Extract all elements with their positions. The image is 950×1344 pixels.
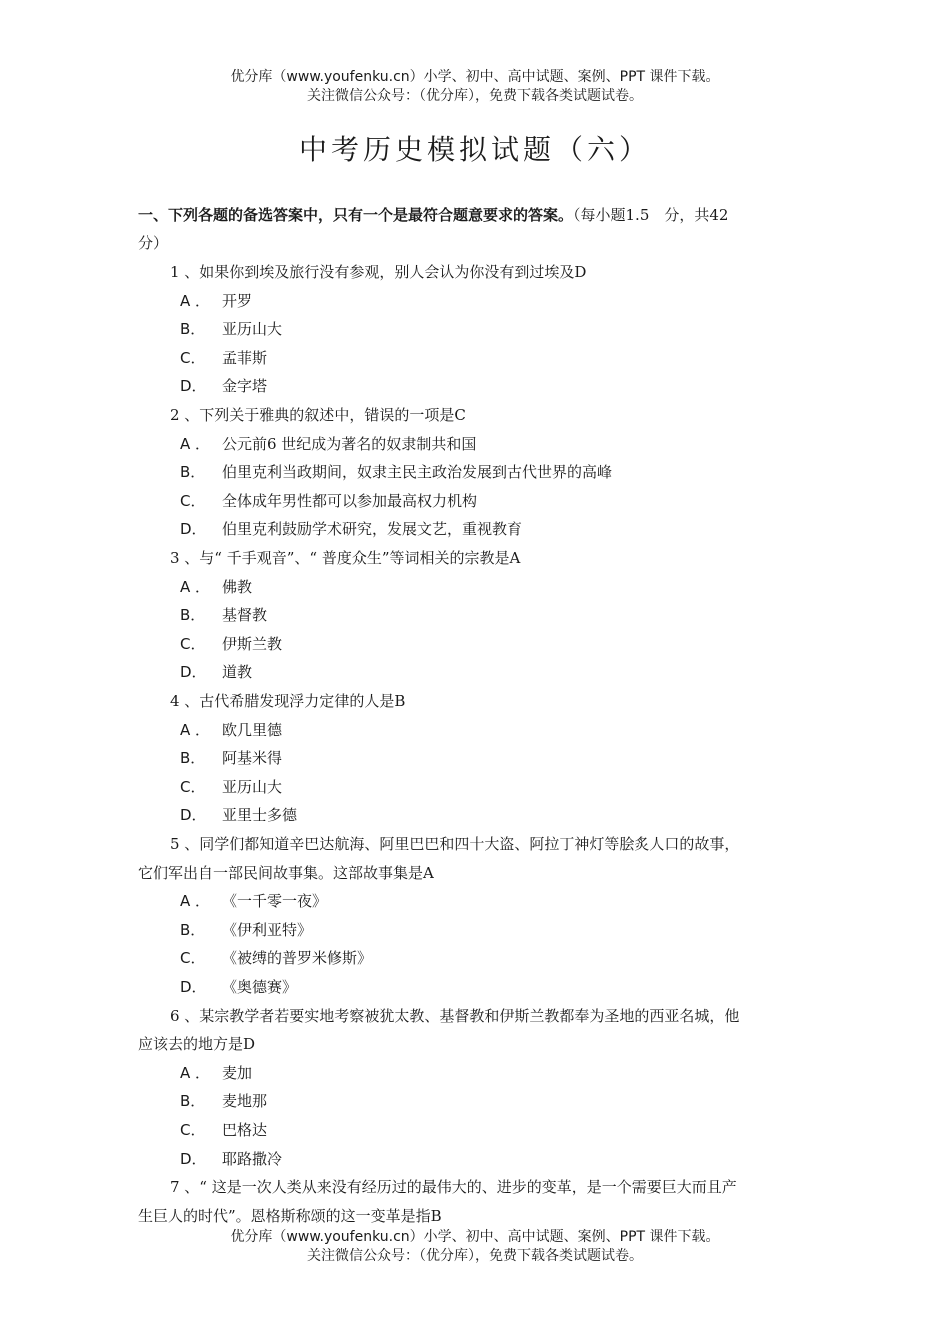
option-label: B．	[180, 463, 206, 482]
option-text: 《伊利亚特》	[222, 920, 313, 939]
option-label: D．	[180, 1149, 207, 1168]
answer-option	[180, 291, 252, 311]
option-text: 孟菲斯	[222, 348, 268, 367]
option-label: B．	[180, 1092, 206, 1111]
answer-option	[180, 634, 282, 654]
answer-option	[180, 891, 327, 911]
question-stem: 3 、与“ 千手观音”、“ 普度众生”等词相关的宗教是A	[170, 549, 521, 567]
option-text: 伯里克利鼓励学术研究，发展文艺，重视教育	[222, 520, 523, 539]
answer-option	[180, 920, 312, 940]
option-text: 巴格达	[222, 1121, 268, 1139]
question-stem: 6 、某宗教学者若要实地考察被犹太教、基督教和伊斯兰教都奉为圣地的西亚名城，他	[170, 1006, 740, 1025]
option-label: A ．	[180, 577, 211, 596]
option-label: C．	[180, 1121, 206, 1139]
answer-option	[180, 662, 252, 682]
question-stem: 7 、“ 这是一次人类从来没有经历过的最伟大的、进步的变革，是一个需要巨大而且产	[170, 1178, 737, 1197]
header-line-2: 关注微信公众号：（优分库），免费下载各类试题试卷。	[307, 88, 643, 104]
option-text: 耶路撒冷	[222, 1149, 283, 1168]
answer-option	[180, 1091, 267, 1111]
option-label: B．	[180, 749, 206, 768]
option-label: A ．	[180, 434, 211, 453]
answer-option	[180, 1120, 267, 1140]
option-text: 伯里克利当政期间，奴隶主民主政治发展到古代世界的高峰	[222, 463, 613, 482]
option-label: D．	[180, 806, 207, 825]
page-title: 中考历史模拟试题（六）	[298, 133, 651, 166]
option-text: 公元前6 世纪成为著名的奴隶制共和国	[222, 434, 477, 453]
option-label: C．	[180, 777, 206, 796]
question-stem: 2 、下列关于雅典的叙述中，错误的一项是C	[170, 406, 466, 424]
answer-option	[180, 805, 297, 825]
answer-option	[180, 348, 267, 368]
option-label: C．	[180, 949, 206, 968]
answer-option	[180, 720, 282, 740]
footer-line-1: 优分库（www.youfenku.cn）小学、初中、高中试题、案例、PPT 课件下载。	[230, 1229, 720, 1245]
answer-option	[180, 376, 267, 396]
question-stem: 4 、古代希腊发现浮力定律的人是B	[170, 692, 406, 710]
answer-option	[180, 519, 522, 539]
option-text: 道教	[222, 663, 253, 682]
option-label: A ．	[180, 1063, 211, 1082]
footer-line-2: 关注微信公众号：（优分库），免费下载各类试题试卷。	[307, 1248, 643, 1264]
answer-option	[180, 948, 372, 968]
option-label: A ．	[180, 291, 211, 310]
option-label: A ．	[180, 892, 211, 911]
question-stem-cont: 生巨人的时代”。恩格斯称颂的这一变革是指B	[138, 1206, 442, 1225]
option-text: 金字塔	[222, 377, 268, 396]
option-label: D．	[180, 520, 207, 539]
header-line-1: 优分库（www.youfenku.cn）小学、初中、高中试题、案例、PPT 课件下载。	[230, 69, 720, 85]
option-text: 亚历山大	[222, 777, 283, 796]
answer-option	[180, 462, 612, 482]
option-text: 《奥德赛》	[222, 978, 298, 996]
option-label: C．	[180, 634, 206, 653]
answer-option	[180, 491, 477, 511]
option-text: 欧几里德	[222, 720, 283, 739]
option-text: 伊斯兰教	[222, 634, 283, 653]
section-heading-text: 一、下列各题的备选答案中，只有一个是最符合题意要求的答案。	[138, 206, 574, 224]
option-text: 全体成年男性都可以参加最高权力机构	[222, 491, 478, 510]
section-score-note-cont: 分）	[138, 234, 169, 252]
option-text: 基督教	[222, 606, 268, 625]
option-label: A ．	[180, 720, 211, 739]
answer-option	[180, 577, 252, 597]
answer-option	[180, 1149, 282, 1169]
answer-option	[180, 319, 282, 339]
option-label: B．	[180, 920, 206, 939]
section-heading	[138, 205, 728, 225]
option-label: C．	[180, 491, 206, 510]
option-label: C．	[180, 348, 206, 367]
option-label: D．	[180, 978, 207, 996]
option-label: B．	[180, 606, 206, 625]
answer-option	[180, 777, 282, 797]
option-label: D．	[180, 663, 207, 682]
question-stem: 1 、如果你到埃及旅行没有参观，别人会认为你没有到过埃及D	[170, 263, 587, 281]
option-text: 《被缚的普罗米修斯》	[222, 949, 373, 968]
option-text: 阿基米得	[222, 749, 283, 768]
option-text: 亚里士多德	[222, 806, 298, 825]
section-score-note: （每小题1.5 分，共42	[573, 206, 729, 224]
answer-option	[180, 1063, 252, 1083]
answer-option	[180, 434, 476, 454]
option-text: 开罗	[222, 291, 253, 310]
question-stem-cont: 它们军出自一部民间故事集。这部故事集是A	[138, 863, 434, 882]
answer-option	[180, 605, 267, 625]
option-text: 亚历山大	[222, 320, 283, 339]
option-text: 麦加	[222, 1063, 253, 1082]
option-text: 《一千零一夜》	[222, 892, 328, 911]
option-text: 佛教	[222, 577, 253, 596]
option-text: 麦地那	[222, 1092, 268, 1111]
answer-option	[180, 748, 282, 768]
question-stem: 5 、同学们都知道辛巴达航海、阿里巴巴和四十大盗、阿拉丁神灯等脍炙人口的故事，	[170, 835, 740, 853]
answer-option	[180, 977, 297, 997]
question-stem-cont: 应该去的地方是D	[138, 1035, 256, 1054]
option-label: B．	[180, 320, 206, 339]
option-label: D．	[180, 377, 207, 396]
